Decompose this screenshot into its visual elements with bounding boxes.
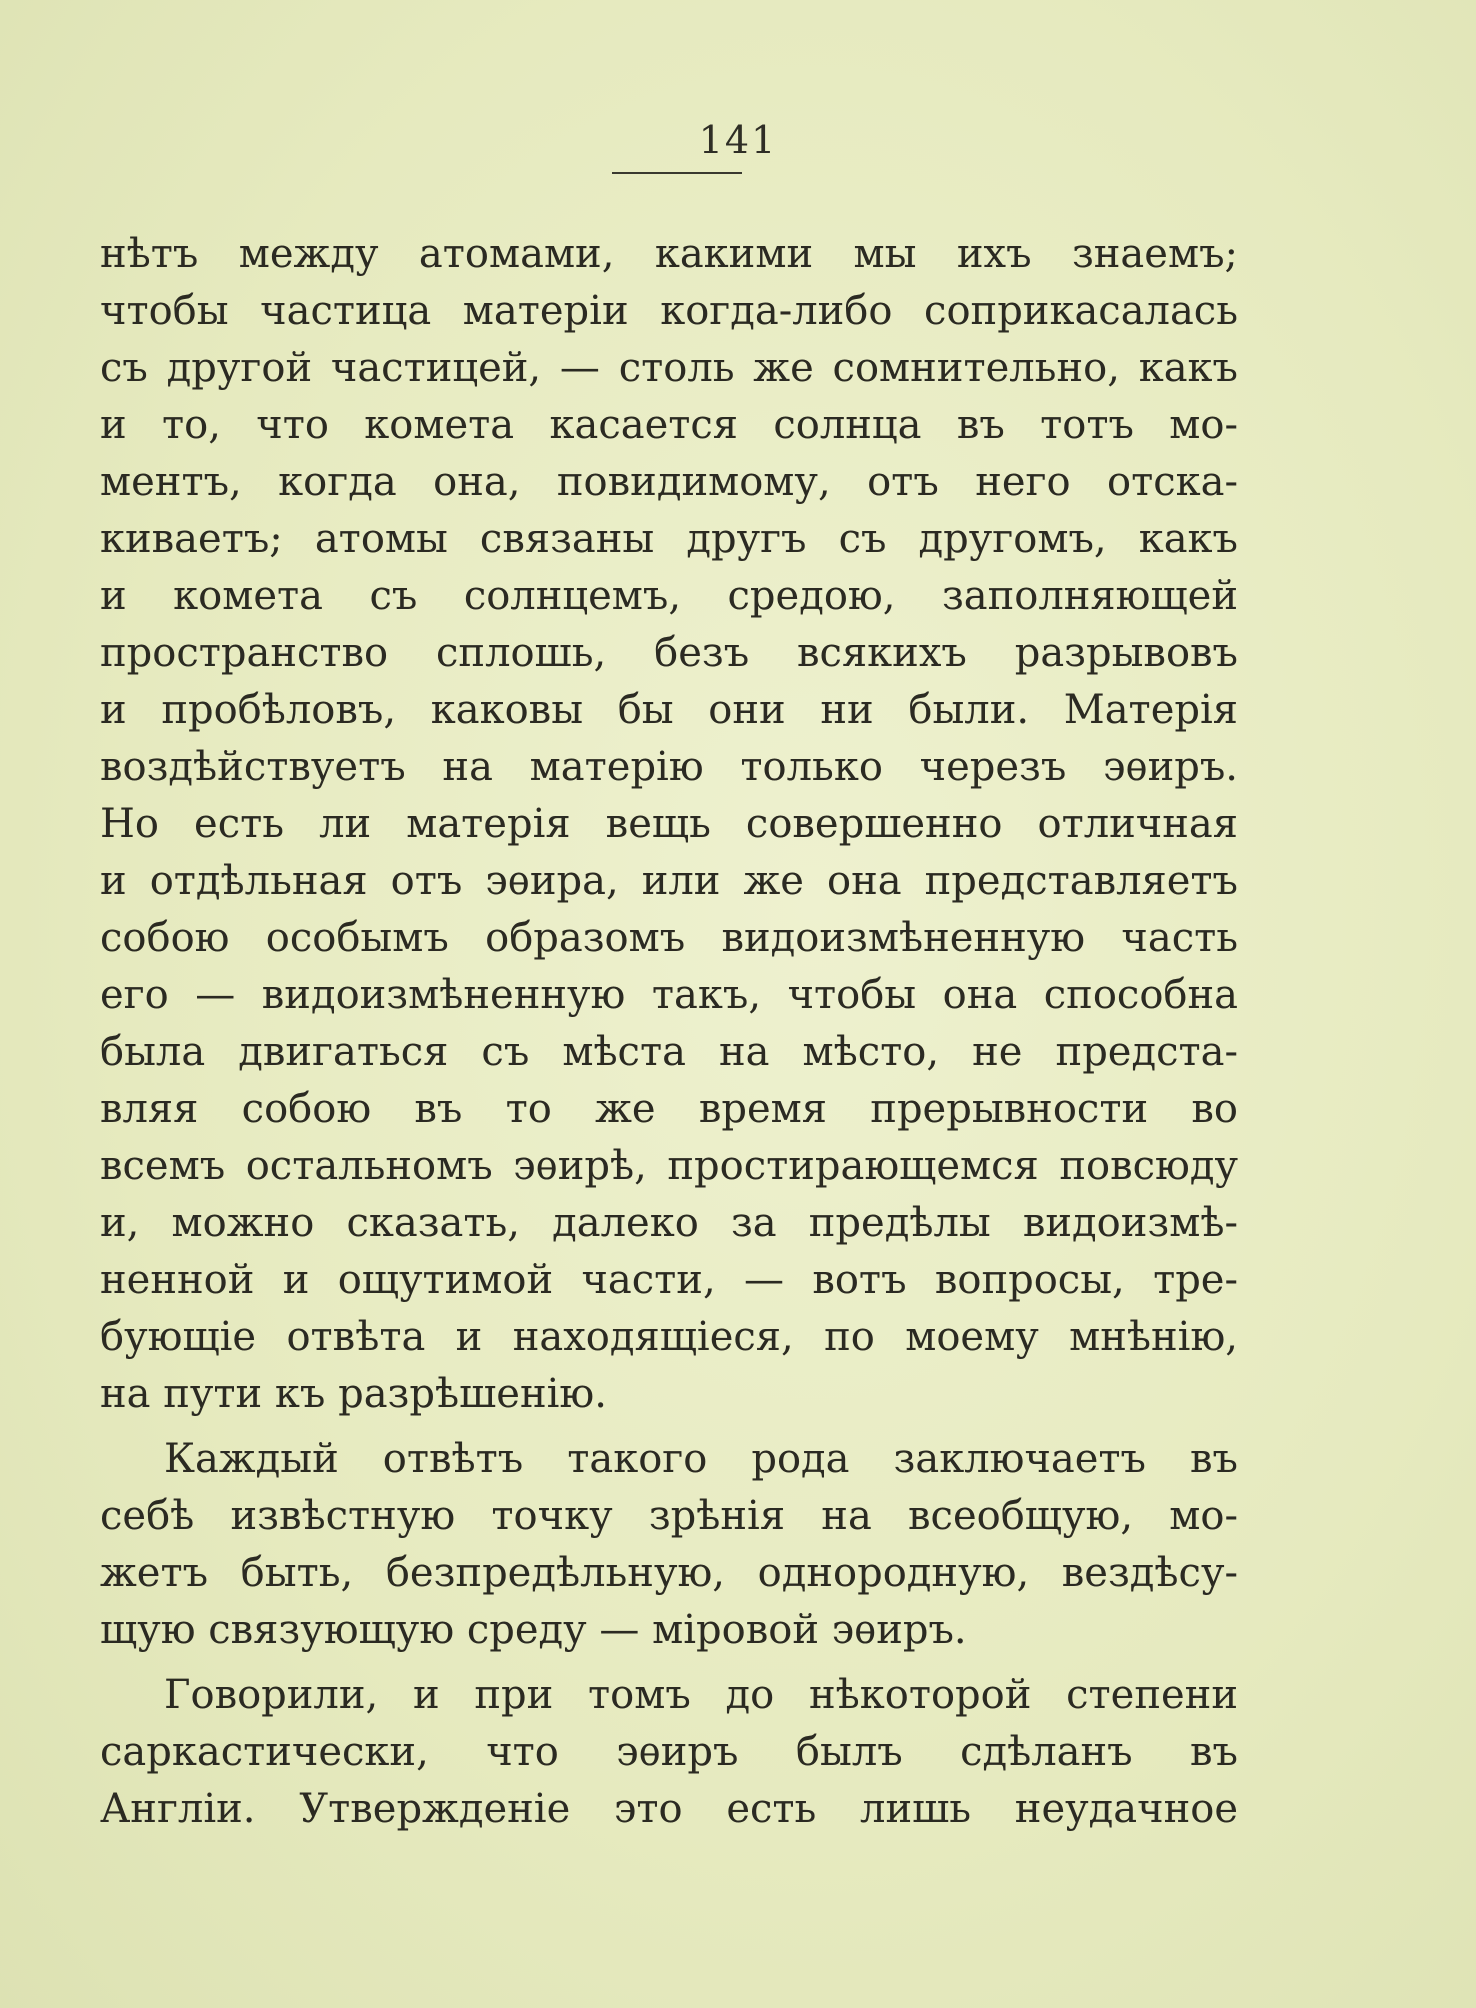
text-line: себѣ извѣстную точку зрѣнія на всеобщую, мо- <box>100 1493 1238 1539</box>
text-line: Англіи. Утвержденіе это есть лишь неудачное <box>100 1786 1238 1832</box>
text-line: и пробѣловъ, каковы бы они ни были. Матерія <box>100 687 1238 733</box>
text-line: нѣтъ между атомами, какими мы ихъ знаемъ; <box>100 231 1238 277</box>
text-line: его — видоизмѣненную такъ, чтобы она способна <box>100 972 1238 1018</box>
text-line: киваетъ; атомы связаны другъ съ другомъ, какъ <box>100 516 1238 562</box>
text-line: бующіе отвѣта и находящіеся, по моему мнѣнію, <box>100 1314 1238 1360</box>
paragraph-3 <box>100 1667 1238 1838</box>
text-line: Говорили, и при томъ до нѣкоторой степени <box>164 1672 1238 1718</box>
text-line: и, можно сказать, далеко за предѣлы видоизмѣ- <box>100 1200 1238 1246</box>
page-number-rule <box>612 172 742 174</box>
text-line: саркастически, что эѳиръ былъ сдѣланъ въ <box>100 1729 1238 1775</box>
text-line: Каждый отвѣтъ такого рода заключаетъ въ <box>164 1436 1238 1482</box>
text-line: была двигаться съ мѣста на мѣсто, не предста- <box>100 1029 1238 1075</box>
text-line: щую связующую среду — міровой эѳиръ. <box>100 1607 967 1653</box>
text-line: вляя собою въ то же время прерывности во <box>100 1086 1238 1132</box>
text-line: и отдѣльная отъ эѳира, или же она представляетъ <box>100 858 1238 904</box>
text-line: и комета съ солнцемъ, средою, заполняющей <box>100 573 1238 619</box>
text-line: Но есть ли матерія вещь совершенно отличная <box>100 801 1238 847</box>
text-line: жетъ быть, безпредѣльную, однородную, вездѣсу- <box>100 1550 1238 1596</box>
body-text <box>100 226 1238 1838</box>
text-line: чтобы частица матеріи когда-либо соприкасалась <box>100 288 1238 334</box>
text-line: воздѣйствуетъ на матерію только черезъ эѳиръ. <box>100 744 1238 790</box>
paragraph-1 <box>100 226 1238 1423</box>
paragraph-gap <box>100 1423 1238 1431</box>
text-line: съ другой частицей, — столь же сомнительно, какъ <box>100 345 1238 391</box>
paragraph-2 <box>100 1431 1238 1659</box>
paragraph-gap <box>100 1659 1238 1667</box>
text-line: ментъ, когда она, повидимому, отъ него отска- <box>100 459 1238 505</box>
text-line: ненной и ощутимой части, — вотъ вопросы, тре- <box>100 1257 1238 1303</box>
text-line: всемъ остальномъ эѳирѣ, простирающемся повсюду <box>100 1143 1238 1189</box>
text-line: на пути къ разрѣшенію. <box>100 1371 607 1417</box>
text-line: собою особымъ образомъ видоизмѣненную часть <box>100 915 1238 961</box>
text-line: и то, что комета касается солнца въ тотъ мо- <box>100 402 1238 448</box>
page-number: 141 <box>698 118 778 162</box>
text-line: пространство сплошь, безъ всякихъ разрывовъ <box>100 630 1238 676</box>
